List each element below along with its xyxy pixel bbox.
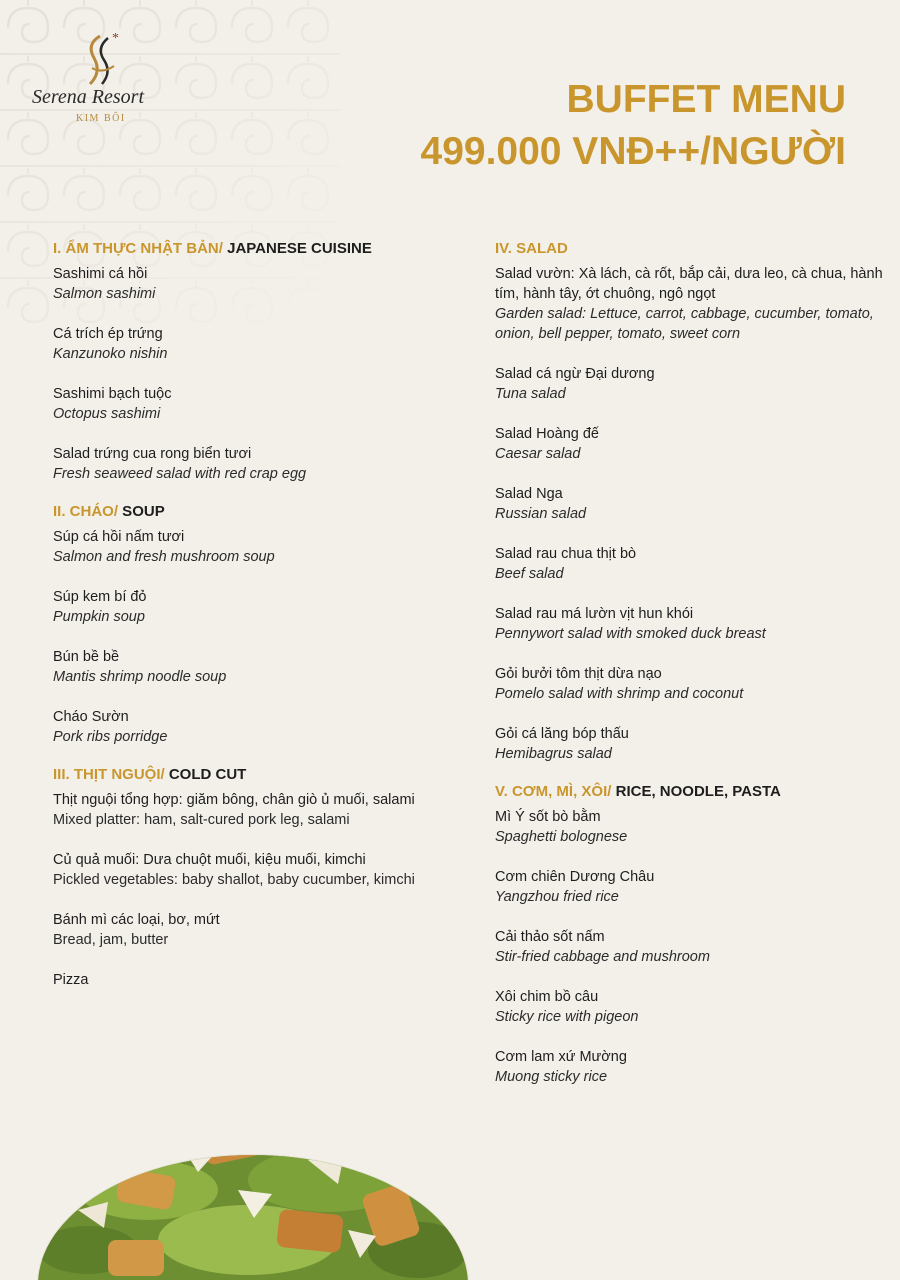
menu-section — [53, 501, 473, 747]
menu-price: 499.000 VNĐ++/NGƯỜI — [420, 130, 846, 173]
menu-item-name: Salad cá ngừ Đại dương — [495, 366, 655, 382]
menu-item-name: Bánh mì các loại, bơ, mứt — [53, 912, 220, 928]
menu-item-description: Bread, jam, butter — [53, 932, 169, 948]
menu-item — [495, 364, 885, 404]
menu-item — [495, 604, 885, 644]
menu-item — [495, 544, 885, 584]
brand-name: Serena Resort — [32, 86, 145, 108]
menu-item-description: Salmon and fresh mushroom soup — [53, 549, 275, 565]
menu-item-description: Stir-fried cabbage and mushroom — [495, 949, 710, 965]
section-heading-en: RICE, NOODLE, PASTA — [611, 783, 781, 800]
menu-item — [53, 324, 473, 364]
menu-item-description: Spaghetti bolognese — [495, 829, 628, 845]
menu-item-name: Bún bề bề — [53, 649, 120, 665]
menu-item-name: Cơm lam xứ Mường — [495, 1049, 627, 1065]
section-heading-vn: I. ẨM THỰC NHẬT BẢN/ — [53, 240, 223, 257]
svg-text:*: * — [112, 31, 119, 46]
menu-item-name: Cơm chiên Dương Châu — [495, 869, 655, 885]
section-heading — [495, 781, 885, 803]
menu-item-name: Cá trích ép trứng — [53, 326, 163, 342]
menu-item — [53, 970, 473, 990]
menu-item-name: Sashimi cá hồi — [53, 266, 148, 282]
menu-item-description: Pumpkin soup — [53, 609, 145, 625]
menu-item-description: Mixed platter: ham, salt-cured pork leg, salami — [53, 812, 350, 828]
menu-item — [53, 264, 473, 304]
menu-item — [53, 384, 473, 424]
menu-item-description: Pomelo salad with shrimp and coconut — [495, 686, 744, 702]
menu-item-description: Fresh seaweed salad with red crap egg — [53, 466, 307, 482]
section-heading — [53, 764, 473, 786]
menu-item — [53, 527, 473, 567]
menu-item — [495, 484, 885, 524]
menu-section — [53, 238, 473, 484]
menu-item — [495, 807, 885, 847]
menu-item-name: Pizza — [53, 972, 89, 988]
section-heading-vn: IV. SALAD — [495, 240, 568, 257]
menu-item-name: Củ quả muối: Dưa chuột muối, kiệu muối, kimchi — [53, 852, 366, 868]
menu-item-name: Sashimi bạch tuộc — [53, 386, 172, 402]
menu-section — [53, 764, 473, 990]
brand-location: KIM BÔI — [76, 113, 126, 124]
section-heading — [53, 238, 473, 260]
menu-item-description: Octopus sashimi — [53, 406, 161, 422]
menu-item-name: Cải thảo sốt nấm — [495, 929, 605, 945]
menu-item-description: Mantis shrimp noodle soup — [53, 669, 227, 685]
menu-item — [53, 444, 473, 484]
menu-title — [421, 74, 847, 178]
menu-item-name: Salad Hoàng đế — [495, 426, 599, 442]
menu-item-name: Mì Ý sốt bò bằm — [495, 809, 601, 825]
menu-item-description: Pennywort salad with smoked duck breast — [495, 626, 766, 642]
menu-item-description: Pork ribs porridge — [53, 729, 168, 745]
menu-item — [495, 927, 885, 967]
menu-item-name: Cháo Sườn — [53, 709, 129, 725]
menu-item — [53, 790, 473, 830]
menu-item-name: Salad Nga — [495, 486, 563, 502]
menu-item-name: Gỏi bưởi tôm thịt dừa nạo — [495, 666, 662, 682]
menu-item-name: Thịt nguội tổng hợp: giăm bông, chân giò ủ muối, salami — [53, 792, 415, 808]
menu-item-name: Súp kem bí đỏ — [53, 589, 147, 605]
menu-item — [495, 264, 885, 344]
menu-item — [495, 664, 885, 704]
menu-item-description: Kanzunoko nishin — [53, 346, 168, 362]
menu-item-description: Garden salad: Lettuce, carrot, cabbage, cucumber, tomato, onion, bell pepper, tomato, sweet corn — [495, 306, 874, 342]
section-heading-vn: III. THỊT NGUỘI/ — [53, 766, 165, 783]
menu-item-name: Salad vườn: Xà lách, cà rốt, bắp cải, dưa leo, cà chua, hành tím, hành tây, ớt chuông, ngô ngọt — [495, 266, 883, 302]
menu-item-description: Yangzhou fried rice — [495, 889, 619, 905]
menu-item-name: Salad trứng cua rong biển tươi — [53, 446, 252, 462]
section-heading-en: COLD CUT — [164, 766, 247, 783]
menu-item — [53, 647, 473, 687]
menu-item — [53, 707, 473, 747]
caesar-salad-image — [28, 1080, 478, 1280]
section-heading — [53, 501, 473, 523]
menu-item — [495, 1047, 885, 1087]
menu-item-description: Sticky rice with pigeon — [495, 1009, 639, 1025]
menu-item-description: Beef salad — [495, 566, 564, 582]
section-heading-vn: V. CƠM, MÌ, XÔI/ — [495, 783, 612, 800]
menu-item-name: Súp cá hồi nấm tươi — [53, 529, 185, 545]
menu-item-name: Salad rau chua thịt bò — [495, 546, 637, 562]
menu-item — [495, 987, 885, 1027]
menu-item-name: Salad rau má lườn vịt hun khói — [495, 606, 694, 622]
menu-item — [495, 867, 885, 907]
menu-item-description: Salmon sashimi — [53, 286, 156, 302]
menu-item — [53, 587, 473, 627]
section-heading — [495, 238, 885, 260]
section-heading-en: JAPANESE CUISINE — [222, 240, 372, 257]
menu-item-name: Gỏi cá lăng bóp thấu — [495, 726, 629, 742]
menu-column-right — [495, 238, 885, 1104]
menu-item-description: Russian salad — [495, 506, 587, 522]
menu-item-description: Tuna salad — [495, 386, 566, 402]
menu-item-description: Muong sticky rice — [495, 1069, 608, 1085]
menu-title-line1: BUFFET MENU — [566, 78, 846, 121]
menu-item — [53, 850, 473, 890]
menu-item — [495, 424, 885, 464]
menu-item-description: Pickled vegetables: baby shallot, baby cucumber, kimchi — [53, 872, 415, 888]
menu-section — [495, 781, 885, 1087]
menu-item-description: Hemibagrus salad — [495, 746, 612, 762]
menu-item — [53, 910, 473, 950]
menu-item-name: Xôi chim bồ câu — [495, 989, 599, 1005]
menu-column-left — [53, 238, 473, 1007]
section-heading-vn: II. CHÁO/ — [53, 503, 119, 520]
menu-section — [495, 238, 885, 764]
menu-item — [495, 724, 885, 764]
section-heading-en: SOUP — [118, 503, 165, 520]
menu-item-description: Caesar salad — [495, 446, 581, 462]
